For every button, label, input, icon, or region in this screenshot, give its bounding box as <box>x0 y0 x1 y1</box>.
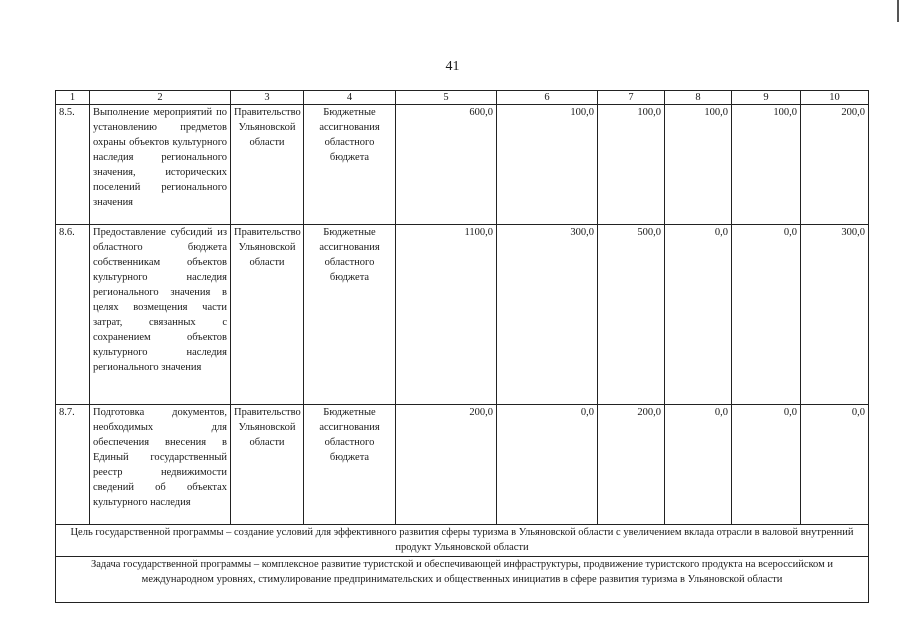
value-year: 0,0 <box>732 225 801 405</box>
funding-source: Бюджетные ассигнования областного бюджета <box>304 105 396 225</box>
header-cell: 10 <box>801 91 869 105</box>
header-cell: 7 <box>598 91 665 105</box>
value-year: 0,0 <box>665 225 732 405</box>
goal-row <box>56 525 869 557</box>
header-cell: 5 <box>396 91 497 105</box>
funding-source: Бюджетные ассигнования областного бюджета <box>304 225 396 405</box>
task-row <box>56 557 869 603</box>
value-year: 0,0 <box>497 405 598 525</box>
value-total: 1100,0 <box>396 225 497 405</box>
value-year: 500,0 <box>598 225 665 405</box>
value-year: 0,0 <box>732 405 801 525</box>
header-cell: 8 <box>665 91 732 105</box>
funding-source: Бюджетные ассигнования областного бюджета <box>304 405 396 525</box>
activity-description: Подготовка документов, необходимых для обеспечения внесения в Единый государственный реестр недвижимости сведений об объектах культурного наследия <box>90 405 231 525</box>
header-cell: 9 <box>732 91 801 105</box>
program-table <box>55 90 869 603</box>
value-year: 100,0 <box>732 105 801 225</box>
header-cell: 2 <box>90 91 231 105</box>
value-year: 200,0 <box>801 105 869 225</box>
row-number: 8.6. <box>56 225 90 405</box>
table-row <box>56 225 869 405</box>
page-number: 41 <box>445 59 460 74</box>
row-number: 8.5. <box>56 105 90 225</box>
value-year: 100,0 <box>497 105 598 225</box>
value-year: 0,0 <box>665 405 732 525</box>
executor: Правительство Ульяновской области <box>231 225 304 405</box>
program-goal: Цель государственной программы – создание условий для эффективного развития сферы туризма в Ульяновской области с увеличением вклада отрасли в валовой внутренний продукт Ульяновской области <box>56 525 869 557</box>
header-cell: 1 <box>56 91 90 105</box>
table-row <box>56 105 869 225</box>
value-total: 600,0 <box>396 105 497 225</box>
executor: Правительство Ульяновской области <box>231 405 304 525</box>
header-cell: 4 <box>304 91 396 105</box>
table-row <box>56 405 869 525</box>
value-year: 100,0 <box>665 105 732 225</box>
program-task: Задача государственной программы – комплексное развитие туристской и обеспечивающей инфраструктуры, продвижение туристского продукта на всероссийском и международном уровнях, стимулирование предпринимательских и общественных инициатив в сфере развития туризма в Ульяновской области <box>56 557 869 603</box>
value-year: 100,0 <box>598 105 665 225</box>
executor: Правительство Ульяновской области <box>231 105 304 225</box>
value-total: 200,0 <box>396 405 497 525</box>
value-year: 0,0 <box>801 405 869 525</box>
value-year: 300,0 <box>801 225 869 405</box>
value-year: 300,0 <box>497 225 598 405</box>
activity-description: Предоставление субсидий из областного бюджета собственникам объектов культурного наследия регионального значения в целях возмещения части затрат, связанных с сохранением объектов культурного наследия регионального значения <box>90 225 231 405</box>
activity-description: Выполнение мероприятий по установлению предметов охраны объектов культурного наследия регионального значения, исторических поселений регионального значения <box>90 105 231 225</box>
value-year: 200,0 <box>598 405 665 525</box>
header-cell: 3 <box>231 91 304 105</box>
header-row <box>56 91 869 105</box>
row-number: 8.7. <box>56 405 90 525</box>
header-cell: 6 <box>497 91 598 105</box>
scan-edge-mark <box>897 0 899 22</box>
